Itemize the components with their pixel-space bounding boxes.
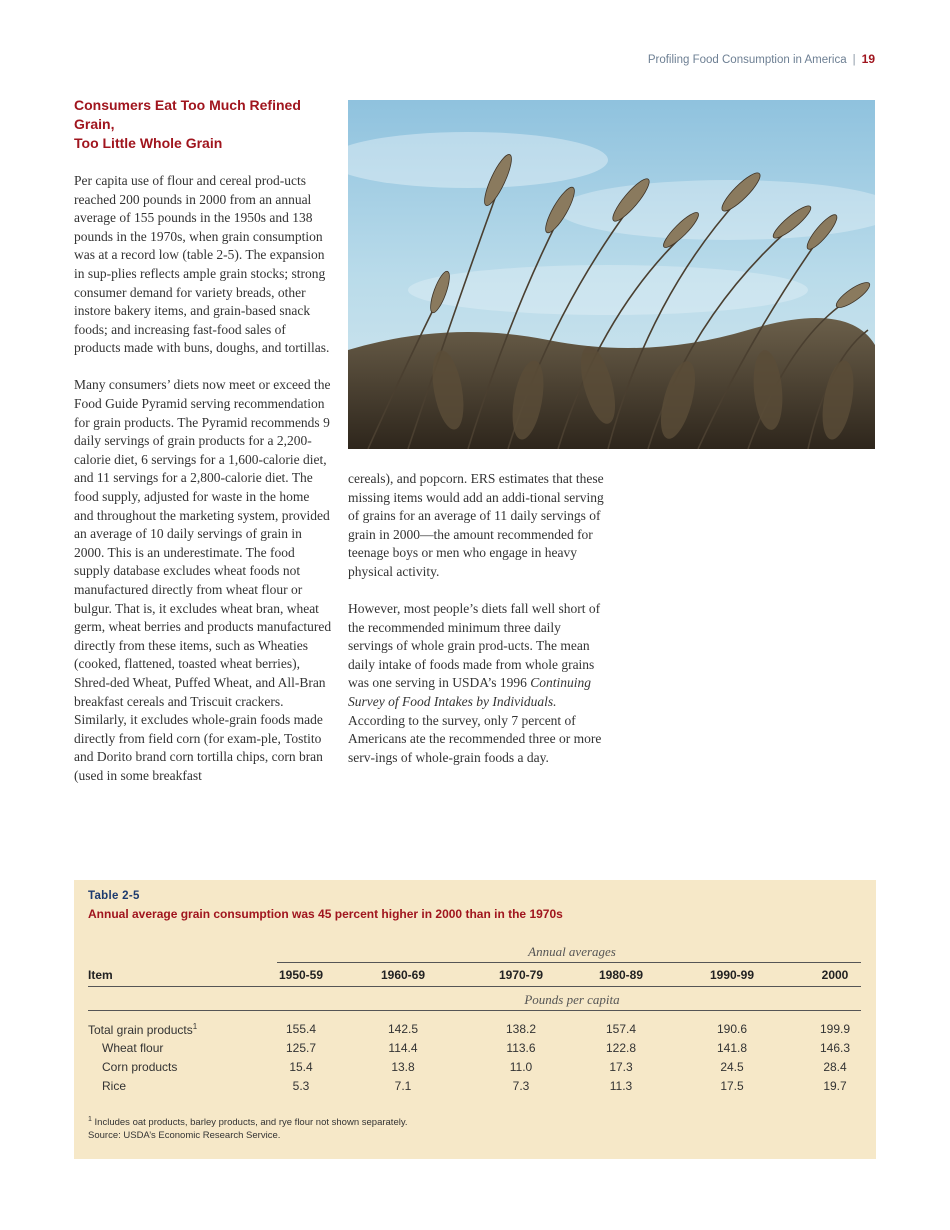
table-cell: 13.8 bbox=[391, 1060, 415, 1074]
table-cell: 122.8 bbox=[605, 1041, 637, 1055]
col-header-1990: 1990-99 bbox=[709, 968, 755, 982]
table-cell: 138.2 bbox=[505, 1022, 537, 1036]
table-cell: 190.6 bbox=[716, 1022, 748, 1036]
section-heading-line1: Consumers Eat Too Much Refined Grain, bbox=[74, 97, 301, 132]
table-cell: 142.5 bbox=[387, 1022, 419, 1036]
table-source: Source: USDA’s Economic Research Service. bbox=[88, 1130, 281, 1141]
section-heading-line2: Too Little Whole Grain bbox=[74, 135, 223, 151]
paragraph-whole-grain-text-a: However, most people’s diets fall well short of the recommended minimum three daily servings of whole grain prod-ucts. The mean daily intake of foods made from whole grains was one serving in USDA’s 1996 bbox=[348, 601, 601, 691]
page-number: 19 bbox=[861, 52, 875, 66]
table-2-5 bbox=[74, 880, 876, 1159]
row-item-total bbox=[88, 1022, 197, 1037]
table-title: Annual average grain consumption was 45 percent higher in 2000 than in the 1970s bbox=[88, 907, 563, 921]
row-item-rice: Rice bbox=[102, 1079, 127, 1093]
span-header-annual: Annual averages bbox=[528, 944, 616, 959]
table-cell: 24.5 bbox=[720, 1060, 744, 1074]
table-cell: 125.7 bbox=[285, 1041, 317, 1055]
col-header-1960: 1960-69 bbox=[380, 968, 426, 982]
footnote-ref: 1 bbox=[192, 1022, 198, 1031]
table-footnote bbox=[88, 1116, 408, 1128]
paragraph-whole-grain-text-b: According to the survey, only 7 percent of Americans ate the recommended three or more serv-ings of whole-grain foods a day. bbox=[348, 712, 602, 765]
unit-rule bbox=[88, 1010, 861, 1011]
right-column bbox=[348, 470, 606, 786]
table-cell: 141.8 bbox=[716, 1041, 748, 1055]
table-cell: 157.4 bbox=[605, 1022, 637, 1036]
col-header-2000: 2000 bbox=[821, 968, 849, 982]
row-item-corn-products: Corn products bbox=[102, 1060, 178, 1074]
wheat-photo bbox=[348, 100, 875, 449]
table-cell: 155.4 bbox=[285, 1022, 317, 1036]
span-header-unit: Pounds per capita bbox=[524, 992, 620, 1007]
running-header bbox=[648, 52, 875, 66]
table-cell: 113.6 bbox=[506, 1041, 536, 1055]
table-label: Table 2-5 bbox=[88, 890, 140, 902]
table-cell: 7.3 bbox=[512, 1079, 530, 1093]
left-column bbox=[74, 96, 332, 804]
footnote-text: Includes oat products, barley products, and rye flour not shown separately. bbox=[91, 1117, 408, 1129]
table-cell: 28.4 bbox=[823, 1060, 847, 1074]
table-cell: 15.4 bbox=[289, 1060, 313, 1074]
paragraph-missing-items: cereals), and popcorn. ERS estimates that these missing items would add an addi-tional serving of grains for an average of 11 daily servings of grain in 2000—the amount recommended for teenage boys or men who engage in heavy physical activity. bbox=[348, 471, 604, 579]
table-cell: 11.0 bbox=[509, 1060, 533, 1074]
table-cell: 17.3 bbox=[609, 1060, 633, 1074]
wheat-field-image bbox=[348, 100, 875, 449]
table-cell: 7.1 bbox=[394, 1079, 412, 1093]
col-header-1970: 1970-79 bbox=[498, 968, 544, 982]
table-cell: 114.4 bbox=[388, 1041, 418, 1055]
paragraph-pyramid: Many consumers’ diets now meet or exceed the Food Guide Pyramid serving recommendation for grain products. The Pyramid recommends 9 daily servings of grain products for a 2,200-calorie diet, 6 servings for a 1,600-calorie diet, and 11 servings for a 2,800-calorie diet. The food supply, adjusted for waste in the home and throughout the marketing system, provided an average of 10 daily servings of grain in 2000. This is an underestimate. The food supply database excludes wheat foods not manufactured directly from wheat flour or bulgur. That is, it excludes wheat bran, wheat germ, wheat berries and products manufactured directly from these items, such as Wheaties (cooked, flattened, toasted wheat berries), Shred-ded Wheat, Puffed Wheat, and All-Bran breakfast cereals and Triscuit crackers. Similarly, it excludes whole-grain foods made directly from field corn (for exam-ple, Tostito and Dorito brand corn tortilla chips, corn bran (used in some breakfast bbox=[74, 377, 332, 783]
paragraph-whole-grain bbox=[348, 600, 606, 767]
col-header-1950: 1950-59 bbox=[278, 968, 324, 982]
table-cell: 17.5 bbox=[720, 1079, 744, 1093]
header-rule bbox=[88, 986, 861, 987]
span-rule bbox=[277, 962, 861, 963]
table-cell: 19.7 bbox=[823, 1079, 847, 1093]
row-item-total-text: Total grain products bbox=[88, 1023, 193, 1037]
table-cell: 199.9 bbox=[819, 1022, 851, 1036]
row-item-wheat-flour: Wheat flour bbox=[102, 1041, 164, 1055]
col-header-item: Item bbox=[88, 968, 113, 982]
footnote-mark: 1 bbox=[88, 1116, 92, 1123]
table-cell: 5.3 bbox=[292, 1079, 310, 1093]
running-title: Profiling Food Consumption in America bbox=[647, 54, 847, 66]
header-separator: | bbox=[852, 54, 856, 66]
paragraph-grain-use: Per capita use of flour and cereal prod-ucts reached 200 pounds in 2000 from an annual average of 155 pounds in the 1950s and 138 pounds in the 1970s, when grain consumption was at a record low (table 2-5). The expansion in sup-plies reflects ample grain stocks; strong consumer demand for variety breads, other instore bakery items, and grain-based snack foods; and increasing fast-food sales of products made with buns, doughs, and tortillas. bbox=[74, 173, 330, 356]
survey-title: Continuing Survey of Food Intakes by Individuals. bbox=[348, 675, 592, 710]
section-heading bbox=[74, 96, 332, 153]
table-cell: 146.3 bbox=[819, 1041, 851, 1055]
table-cell: 11.3 bbox=[609, 1079, 633, 1093]
col-header-1980: 1980-89 bbox=[598, 968, 644, 982]
